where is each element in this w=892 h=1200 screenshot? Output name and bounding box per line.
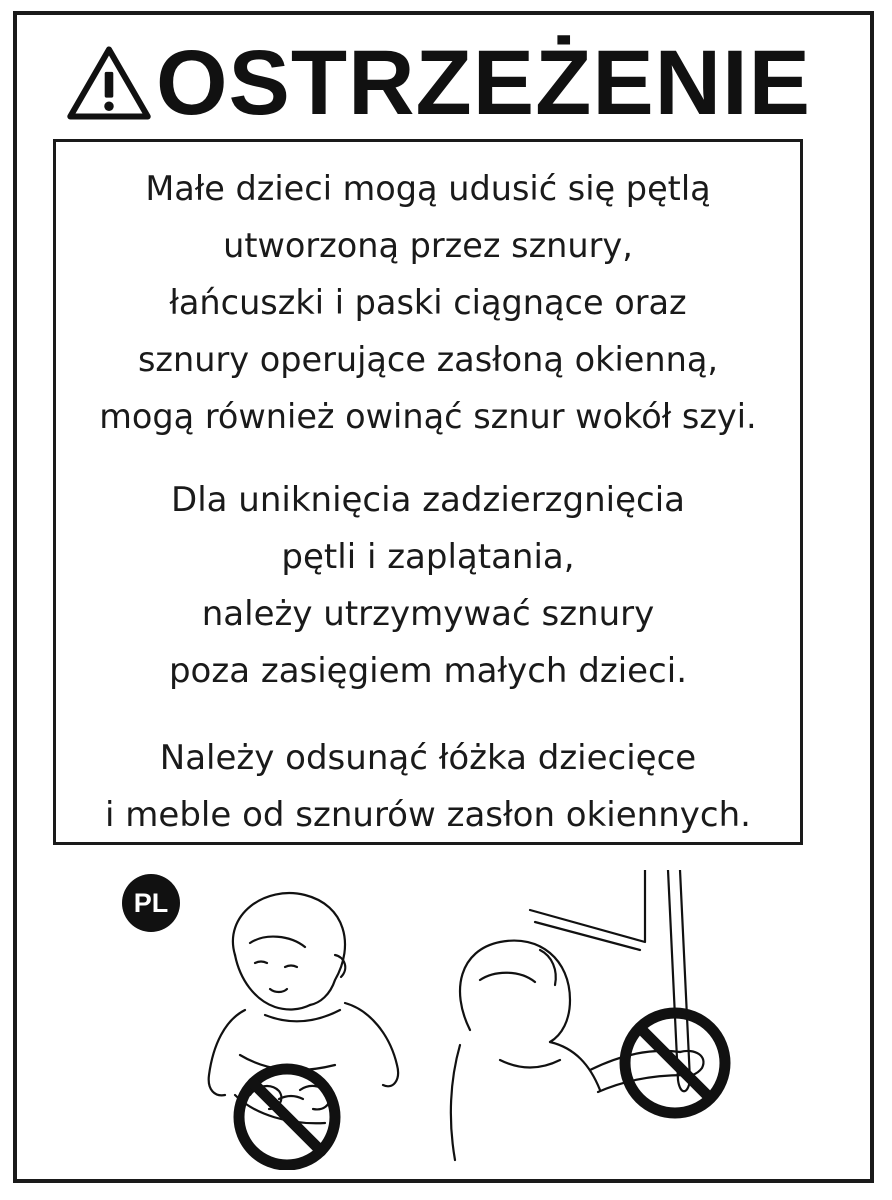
text-line: mogą również owinąć sznur wokół szyi. bbox=[99, 397, 757, 436]
child-at-window-cord-prohibited-icon bbox=[440, 870, 750, 1170]
warning-title: OSTRZEŻENIE bbox=[156, 32, 812, 134]
text-line: Dla uniknięcia zadzierzgnięcia bbox=[171, 480, 685, 520]
child-with-cord-prohibited-icon bbox=[195, 885, 425, 1170]
warning-triangle-icon bbox=[66, 40, 152, 126]
text-line: utworzoną przez sznury, bbox=[223, 226, 633, 265]
language-badge: PL bbox=[122, 874, 180, 932]
paragraph-move-furniture bbox=[56, 730, 800, 844]
text-line: pętli i zaplątania, bbox=[281, 537, 575, 577]
text-line: i meble od sznurów zasłon okiennych. bbox=[105, 795, 751, 835]
text-line: należy utrzymywać sznury bbox=[201, 594, 655, 634]
warning-header bbox=[40, 28, 820, 138]
text-line: Małe dzieci mogą udusić się pętlą bbox=[145, 169, 711, 208]
warning-text-box bbox=[53, 139, 803, 845]
paragraph-keep-cords-away bbox=[56, 472, 800, 700]
text-line: sznury operujące zasłoną okienną, bbox=[137, 340, 719, 379]
text-line: poza zasięgiem małych dzieci. bbox=[168, 651, 688, 691]
text-line: Należy odsunąć łóżka dziecięce bbox=[159, 738, 697, 778]
text-line: łańcuszki i paski ciągnące oraz bbox=[169, 283, 687, 322]
paragraph-choking-risk bbox=[56, 160, 800, 445]
